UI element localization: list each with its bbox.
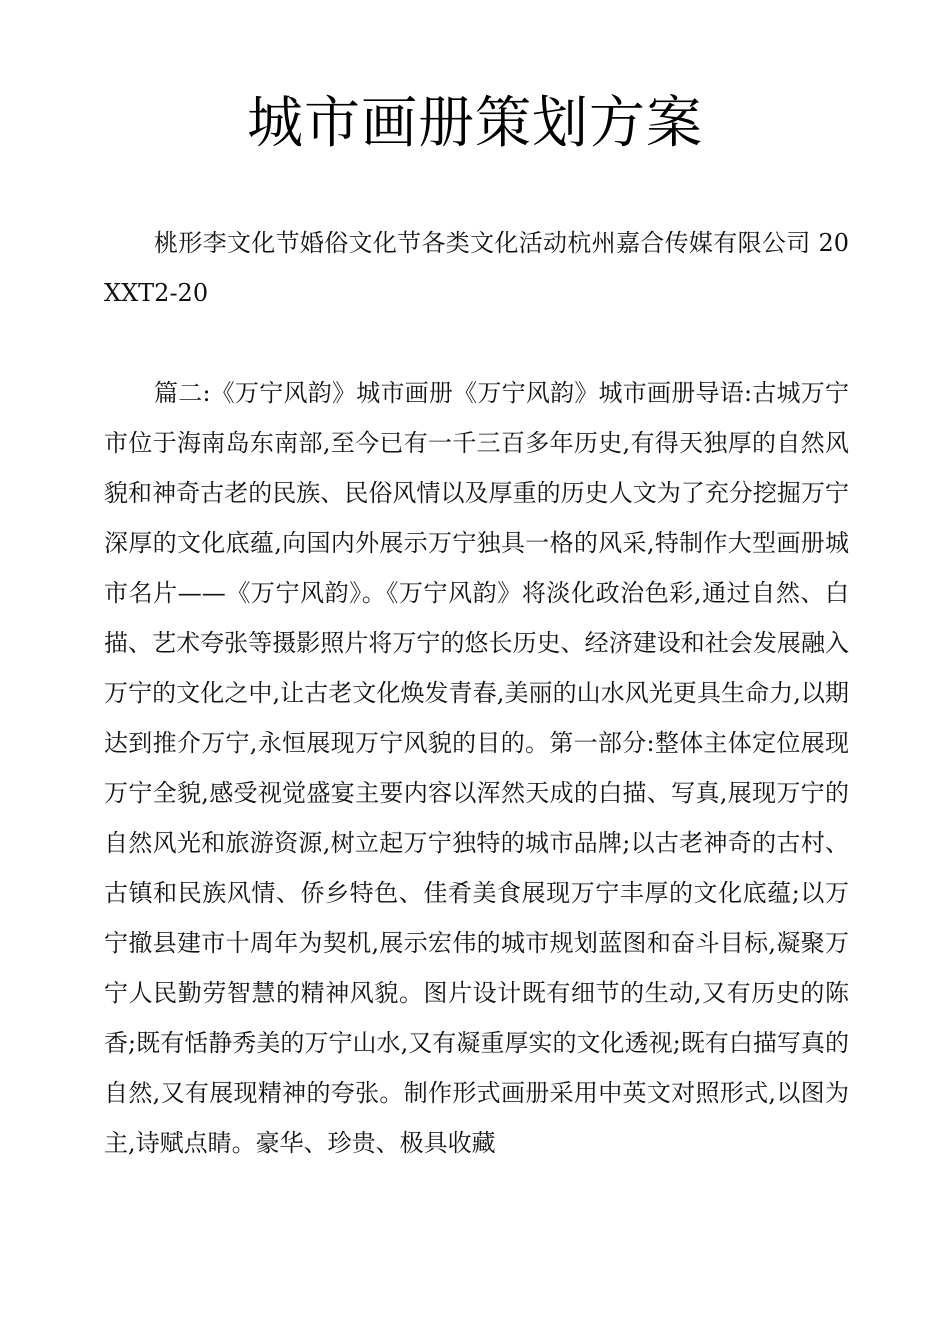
document-title: 城市画册策划方案 <box>247 91 703 156</box>
paragraph-body: 篇二:《万宁风韵》城市画册《万宁风韵》城市画册导语:古城万宁市位于海南岛东南部,至今已有一千三百多年历史,有得天独厚的自然风貌和神奇古老的民族、民俗风情以及厚重的历史人文为了充分挖掘万宁深厚的文化底蕴,向国内外展示万宁独具一格的风采,特制作大型画册城市名片——《万宁风韵》。《万宁风韵》将淡化政治色彩,通过自然、白描、艺术夸张等摄影照片将万宁的悠长历史、经济建设和社会发展融入万宁的文化之中,让古老文化焕发青春,美丽的山水风光更具生命力,以期达到推介万宁,永恒展现万宁风貌的目的。第一部分:整体主体定位展现万宁全貌,感受视觉盛宴主要内容以浑然天成的白描、写真,展现万宁的自然风光和旅游资源,树立起万宁独特的城市品牌;以古老神奇的古村、古镇和民族风情、侨乡特色、佳肴美食展现万宁丰厚的文化底蕴;以万宁撤县建市十周年为契机,展示宏伟的城市规划蓝图和奋斗目标,凝聚万宁人民勤劳智慧的精神风貌。图片设计既有细节的生动,又有历史的陈香;既有恬静秀美的万宁山水,又有凝重厚实的文化透视;既有白描写真的自然,又有展现精神的夸张。制作形式画册采用中英文对照形式,以图为主,诗赋点睛。豪华、珍贵、极具收藏 <box>104 379 849 1157</box>
paragraph-intro: 桃形李文化节婚俗文化节各类文化活动杭州嘉合传媒有限公司 20XXT2-20 <box>104 229 849 307</box>
